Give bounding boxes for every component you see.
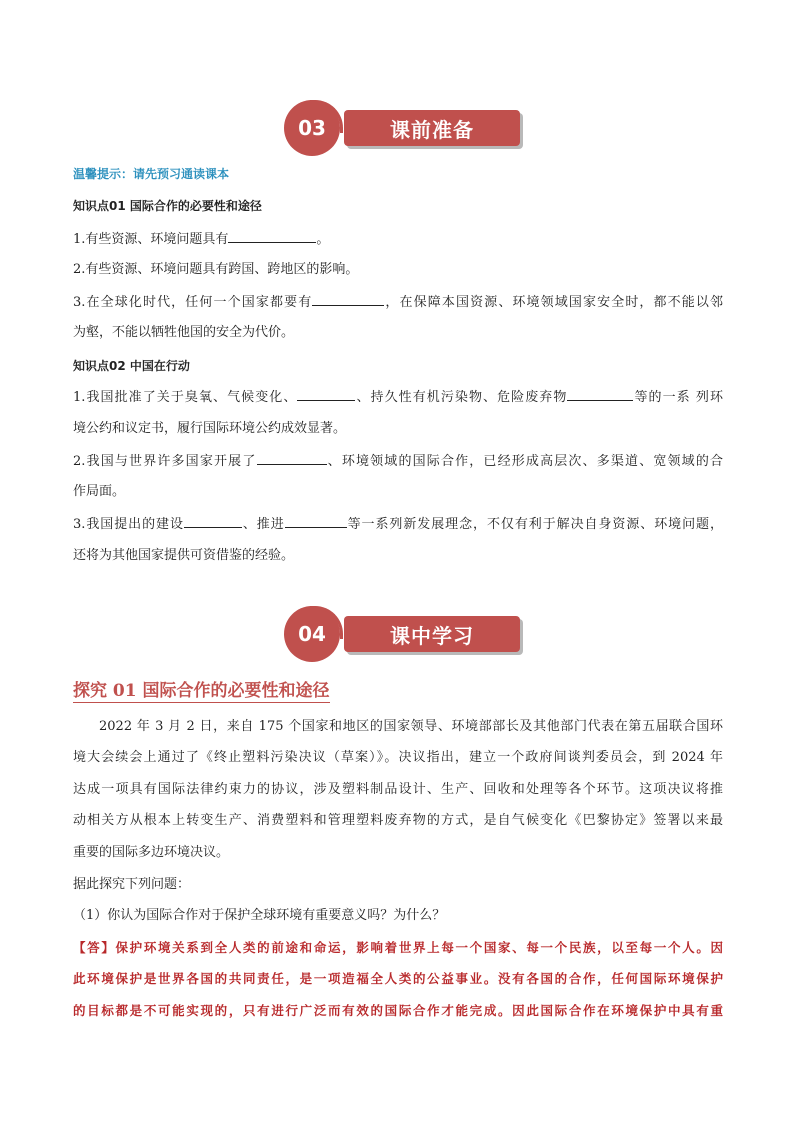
explore-prompt: 据此探究下列问题： bbox=[73, 877, 191, 892]
kp1-line-3: 3.在全球化时代，任何一个国家都要有 ，在保障本国资源、环境领域国家安全时，都不能以邻 bbox=[73, 291, 723, 314]
section-number-badge: 04 bbox=[284, 606, 340, 662]
kp2-line-6: 还将为其他国家提供可资借鉴的经验。 bbox=[73, 548, 295, 563]
kp2-line-4: 作局面。 bbox=[73, 484, 126, 499]
fill-blank[interactable] bbox=[228, 228, 316, 243]
explore-title: 探究 01 国际合作的必要性和途径 bbox=[73, 676, 330, 703]
answer-line: 【答】保护环境关系到全人类的前途和命运，影响着世界上每一个国家、每一个民族，以至每一个人。因 bbox=[73, 940, 723, 955]
explore-paragraph-line: 重要的国际多边环境决议。 bbox=[73, 845, 230, 860]
preview-hint: 温馨提示：请先预习通读课本 bbox=[73, 167, 230, 181]
fill-blank[interactable] bbox=[285, 513, 347, 528]
kp1-line-1: 1.有些资源、环境问题具有 。 bbox=[73, 228, 723, 251]
explore-paragraph-line: 境大会续会上通过了《终止塑料污染决议（草案）》。决议指出，建立一个政府间谈判委员会，到 2024 年 bbox=[73, 750, 723, 765]
explore-paragraph-line: 达成一项具有国际法律约束力的协议，涉及塑料制品设计、生产、回收和处理等各个环节。这项决议将推 bbox=[73, 782, 723, 797]
section-banner-learning bbox=[284, 606, 530, 664]
explore-paragraph-line: 2022 年 3 月 2 日，来自 175 个国家和地区的国家领导、环境部部长及其他部门代表在第五届联合国环 bbox=[99, 719, 723, 734]
fill-blank[interactable] bbox=[297, 386, 355, 401]
fill-blank[interactable] bbox=[567, 386, 633, 401]
section-number-badge: 03 bbox=[284, 100, 340, 156]
section-banner-title: 课中学习 bbox=[344, 616, 520, 652]
kp1-line-2: 2.有些资源、环境问题具有跨国、跨地区的影响。 bbox=[73, 262, 359, 277]
question-1: （1）你认为国际合作对于保护全球环境有重要意义吗？为什么？ bbox=[73, 908, 446, 923]
explore-paragraph-line: 动相关方从根本上转变生产、消费塑料和管理塑料废弃物的方式，是自气候变化《巴黎协定》签署以来最 bbox=[73, 813, 723, 828]
fill-blank[interactable] bbox=[257, 450, 327, 465]
fill-blank[interactable] bbox=[312, 291, 384, 306]
section-banner-prep bbox=[284, 100, 530, 158]
answer-line: 的目标都是不可能实现的，只有进行广泛而有效的国际合作才能完成。因此国际合作在环境保护中具有重 bbox=[73, 1003, 723, 1018]
kp2-line-3: 2.我国与世界许多国家开展了 、环境领域的国际合作，已经形成高层次、多渠道、宽领域的合 bbox=[73, 450, 723, 473]
kp2-line-1: 1.我国批准了关于臭氧、气候变化、 、持久性有机污染物、危险废弃物 等的一系 列环 bbox=[73, 386, 723, 409]
answer-line: 此环境保护是世界各国的共同责任，是一项造福全人类的公益事业。没有各国的合作，任何国际环境保护 bbox=[73, 971, 723, 986]
knowledge-point-1-title: 知识点01 国际合作的必要性和途径 bbox=[73, 199, 262, 213]
section-banner-title: 课前准备 bbox=[344, 110, 520, 146]
fill-blank[interactable] bbox=[184, 513, 242, 528]
kp2-line-5: 3.我国提出的建设 、推进 等一系列新发展理念，不仅有利于解决自身资源、环境问题， bbox=[73, 513, 723, 536]
kp1-line-4: 为壑，不能以牺牲他国的安全为代价。 bbox=[73, 325, 295, 340]
kp2-line-2: 境公约和议定书，履行国际环境公约成效显著。 bbox=[73, 421, 347, 436]
knowledge-point-2-title: 知识点02 中国在行动 bbox=[73, 359, 190, 373]
